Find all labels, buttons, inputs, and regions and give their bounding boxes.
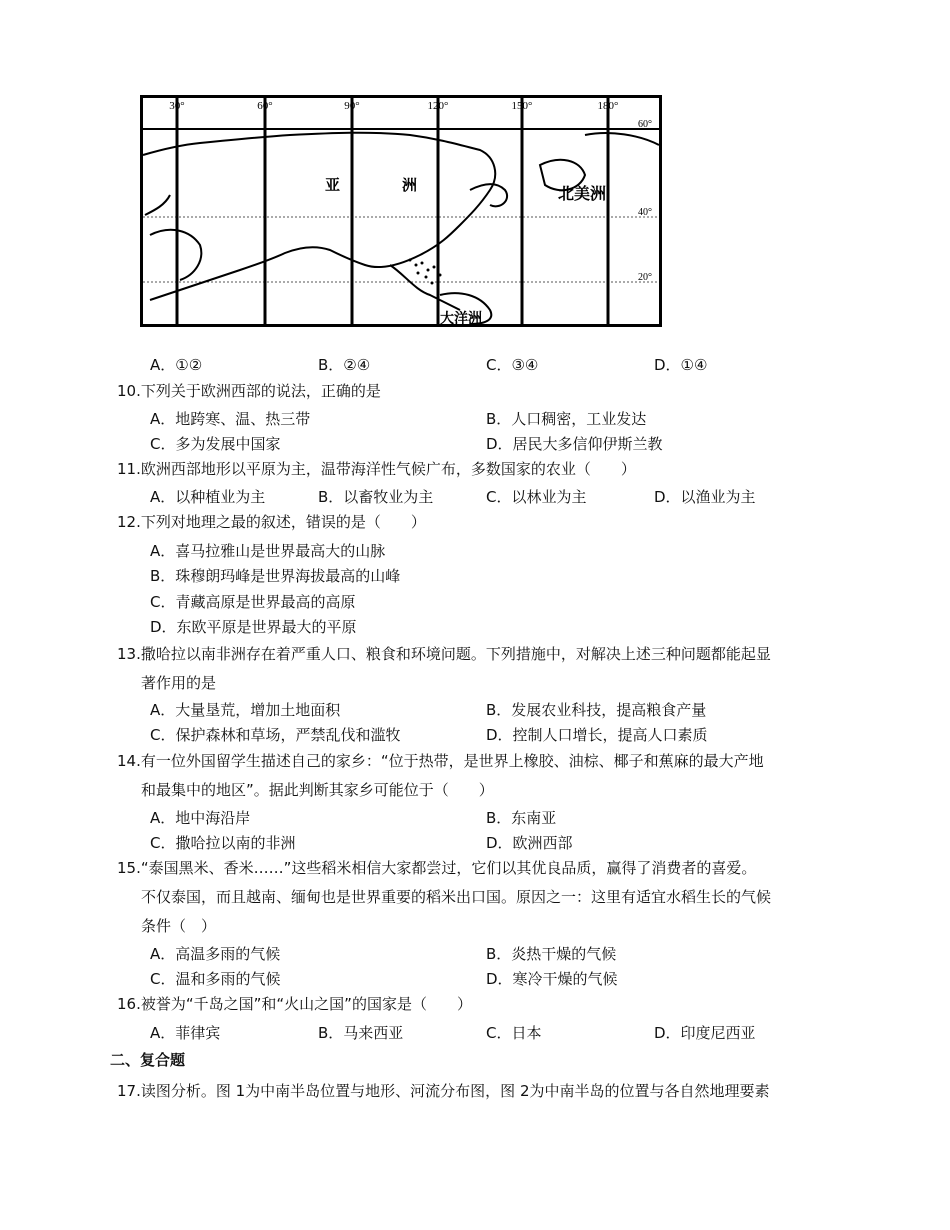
q10-option-d: D．居民大多信仰伊斯兰教: [486, 435, 663, 453]
q12-number: 12.: [117, 513, 141, 531]
q16-number: 16.: [117, 995, 141, 1013]
q15-option-c: C．温和多雨的气候: [150, 970, 281, 988]
q12-text: 下列对地理之最的叙述，错误的是（ ）: [140, 513, 426, 531]
q14-option-c: C．撒哈拉以南的非洲: [150, 834, 296, 852]
lon-label: 180°: [597, 100, 619, 112]
q13-number: 13.: [117, 645, 141, 663]
lon-label: 150°: [511, 100, 533, 112]
q10-option-b: B．人口稠密，工业发达: [486, 410, 647, 428]
q9-option-c: C．③④: [486, 356, 539, 374]
region-label: 洲: [402, 176, 418, 194]
q14-text-1: 有一位外国留学生描述自己的家乡：“位于热带，是世界上橡胶、油棕、椰子和蕉麻的最大产地: [140, 752, 764, 770]
q13-text-1: 撒哈拉以南非洲存在着严重人口、粮食和环境问题。下列措施中，对解决上述三种问题都能起显: [140, 645, 771, 663]
q15-text-1: “泰国黑米、香米……”这些稻米相信大家都尝过，它们以其优良品质，赢得了消费者的喜爱。: [140, 859, 757, 877]
q11-option-b: B．以畜牧业为主: [318, 488, 434, 506]
lon-label: 90°: [344, 100, 360, 112]
q15-stem: [117, 858, 756, 878]
q9-option-b: B．②④: [318, 356, 371, 374]
q12-option-b: B．珠穆朗玛峰是世界海拔最高的山峰: [150, 567, 401, 585]
q13-option-d: D．控制人口增长，提高人口素质: [486, 726, 708, 744]
q13-stem: [117, 644, 771, 664]
q12-option-d: D．东欧平原是世界最大的平原: [150, 618, 357, 636]
section-title: 二、复合题: [110, 1051, 186, 1069]
q17-stem: [117, 1081, 770, 1101]
region-label: 大洋洲: [440, 311, 482, 327]
q11-text: 欧洲西部地形以平原为主，温带海洋性气候广布，多数国家的农业（ ）: [140, 460, 636, 478]
q12-option-a: A．喜马拉雅山是世界最高大的山脉: [150, 542, 386, 560]
q15-text-3: 条件（ ）: [141, 917, 217, 935]
lat-label: 40°: [638, 207, 652, 218]
q10-number: 10.: [117, 382, 141, 400]
q11-option-c: C．以林业为主: [486, 488, 587, 506]
q12-option-c: C．青藏高原是世界最高的高原: [150, 593, 356, 611]
q11-option-a: A．以种植业为主: [150, 488, 266, 506]
q13-option-b: B．发展农业科技，提高粮食产量: [486, 701, 707, 719]
q14-option-a: A．地中海沿岸: [150, 809, 251, 827]
asia-map-figure: [140, 95, 662, 327]
q14-option-b: B．东南亚: [486, 809, 557, 827]
q14-text-2: 和最集中的地区”。据此判断其家乡可能位于（ ）: [141, 781, 494, 799]
q16-option-d: D．印度尼西亚: [654, 1024, 756, 1042]
q12-stem: [117, 512, 426, 532]
q9-option-d: D．①④: [654, 356, 708, 374]
q15-option-d: D．寒冷干燥的气候: [486, 970, 618, 988]
q13-text-2: 著作用的是: [141, 674, 217, 692]
q14-stem: [117, 751, 764, 771]
q15-option-a: A．高温多雨的气候: [150, 945, 281, 963]
q10-text: 下列关于欧洲西部的说法，正确的是: [140, 382, 381, 400]
q15-option-b: B．炎热干燥的气候: [486, 945, 617, 963]
lon-label: 30°: [169, 100, 185, 112]
q16-option-c: C．日本: [486, 1024, 542, 1042]
q16-option-b: B．马来西亚: [318, 1024, 404, 1042]
lat-label: 60°: [638, 119, 652, 130]
q14-number: 14.: [117, 752, 141, 770]
q11-stem: [117, 459, 636, 479]
q9-option-a: A．①②: [150, 356, 203, 374]
q16-stem: [117, 994, 472, 1014]
q16-text: 被誉为“千岛之国”和“火山之国”的国家是（ ）: [140, 995, 472, 1013]
region-label: 亚: [325, 176, 341, 194]
q11-option-d: D．以渔业为主: [654, 488, 756, 506]
q13-option-c: C．保护森林和草场，严禁乱伐和滥牧: [150, 726, 401, 744]
q10-option-c: C．多为发展中国家: [150, 435, 281, 453]
q13-option-a: A．大量垦荒，增加土地面积: [150, 701, 341, 719]
q17-number: 17.: [117, 1082, 141, 1100]
q14-option-d: D．欧洲西部: [486, 834, 573, 852]
q16-option-a: A．菲律宾: [150, 1024, 221, 1042]
q15-number: 15.: [117, 859, 141, 877]
region-label: 北美洲: [558, 184, 607, 203]
q11-number: 11.: [117, 460, 141, 478]
q15-text-2: 不仅泰国，而且越南、缅甸也是世界重要的稻米出口国。原因之一：这里有适宜水稻生长的气候: [141, 888, 772, 906]
lat-label: 20°: [638, 272, 652, 283]
lon-label: 60°: [257, 100, 273, 112]
q10-option-a: A．地跨寒、温、热三带: [150, 410, 311, 428]
q10-stem: [117, 381, 381, 401]
q17-text: 读图分析。图 1为中南半岛位置与地形、河流分布图，图 2为中南半岛的位置与各自然地理要素: [140, 1082, 770, 1100]
lon-label: 120°: [427, 100, 449, 112]
